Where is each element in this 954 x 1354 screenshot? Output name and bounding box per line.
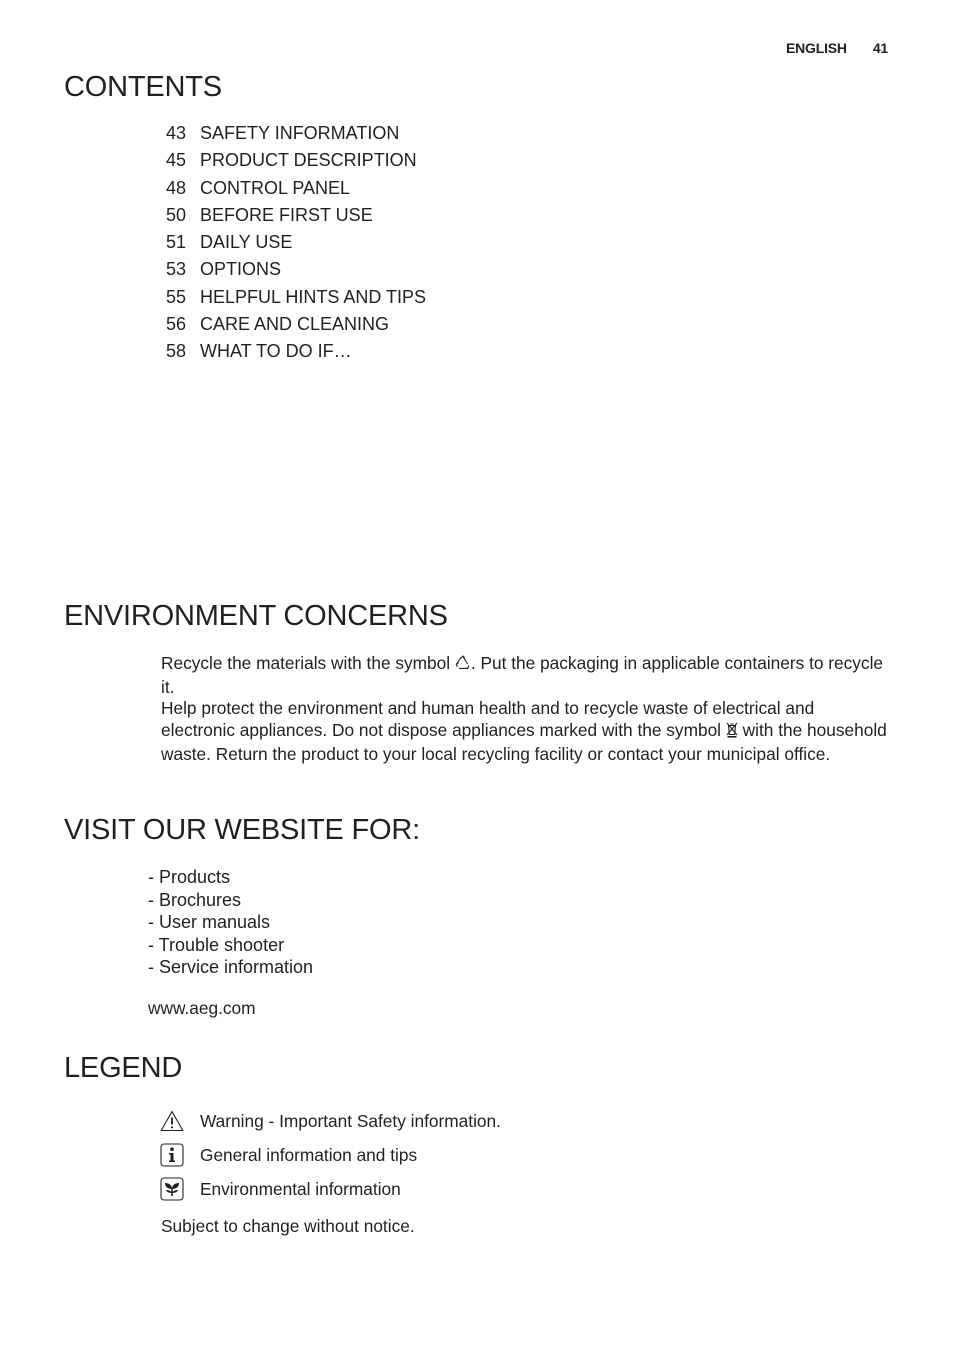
- environment-text-2b: with the household waste. Return the product to your local recycling facility or contact your municipal office.: [161, 720, 887, 764]
- toc-page: 45: [166, 150, 187, 171]
- toc-label: SAFETY INFORMATION: [200, 123, 400, 143]
- legend-label: Environmental information: [200, 1178, 401, 1199]
- environment-text-1b: . Put the packaging in applicable containers to recycle it.: [161, 653, 884, 697]
- toc-page: 58: [166, 341, 187, 362]
- legend-item: [160, 1138, 501, 1172]
- legend-label: Warning - Important Safety information.: [200, 1110, 501, 1131]
- toc-item: [166, 340, 426, 367]
- toc-item: [166, 231, 426, 258]
- toc-page: 53: [166, 259, 187, 280]
- toc-item: [166, 313, 426, 340]
- toc-item: [166, 286, 426, 313]
- crossed-bin-icon: [726, 722, 738, 744]
- toc-label: WHAT TO DO IF…: [200, 341, 352, 362]
- toc-page: 48: [166, 177, 187, 198]
- header-language: ENGLISH: [785, 40, 847, 56]
- toc-page: 50: [166, 204, 187, 225]
- toc-page: 51: [166, 232, 187, 253]
- toc-item: [166, 204, 426, 231]
- environment-text-2a: Help protect the environment and human health and to recycle waste of electrical and electronic appliances. Do not dispose appliances marked with the symbol: [161, 698, 815, 741]
- toc-page: 43: [166, 123, 187, 143]
- environment-leaf-icon: [160, 1177, 184, 1201]
- toc-item: [166, 258, 426, 285]
- page-header: [786, 40, 888, 56]
- toc-label: PRODUCT DESCRIPTION: [200, 150, 417, 171]
- toc-item: [166, 149, 426, 176]
- toc-label: OPTIONS: [200, 259, 282, 280]
- toc-item: [166, 177, 426, 204]
- list-item: - Products: [148, 867, 231, 887]
- environment-text: [161, 653, 891, 766]
- legend-item: [160, 1104, 501, 1138]
- list-item: - Service information: [148, 957, 314, 978]
- list-item: - User manuals: [148, 912, 271, 933]
- toc-label: BEFORE FIRST USE: [200, 204, 373, 225]
- header-page-number: 41: [872, 40, 888, 56]
- legend-title: LEGEND: [64, 1052, 183, 1084]
- toc-label: CONTROL PANEL: [200, 177, 351, 198]
- table-of-contents: [166, 122, 426, 368]
- notice-text: Subject to change without notice.: [161, 1216, 415, 1236]
- contents-title: CONTENTS: [64, 71, 222, 103]
- recycle-icon: [455, 655, 471, 677]
- website-title: VISIT OUR WEBSITE FOR:: [64, 814, 420, 846]
- legend-label: General information and tips: [200, 1144, 418, 1165]
- legend-item: [160, 1172, 501, 1206]
- toc-label: CARE AND CLEANING: [200, 314, 390, 335]
- warning-triangle-icon: [160, 1109, 184, 1133]
- environment-title: ENVIRONMENT CONCERNS: [64, 600, 448, 632]
- toc-page: 55: [166, 286, 187, 307]
- toc-item: [166, 122, 426, 149]
- list-item: - Brochures: [148, 889, 242, 910]
- environment-text-1a: Recycle the materials with the symbol: [161, 653, 451, 673]
- website-url[interactable]: www.aeg.com: [148, 998, 256, 1018]
- info-icon: [160, 1143, 184, 1167]
- list-item: - Trouble shooter: [148, 934, 285, 955]
- website-topics: [148, 866, 313, 979]
- legend-list: [160, 1104, 501, 1206]
- toc-label: HELPFUL HINTS AND TIPS: [200, 286, 427, 307]
- toc-label: DAILY USE: [200, 232, 293, 253]
- toc-page: 56: [166, 314, 187, 335]
